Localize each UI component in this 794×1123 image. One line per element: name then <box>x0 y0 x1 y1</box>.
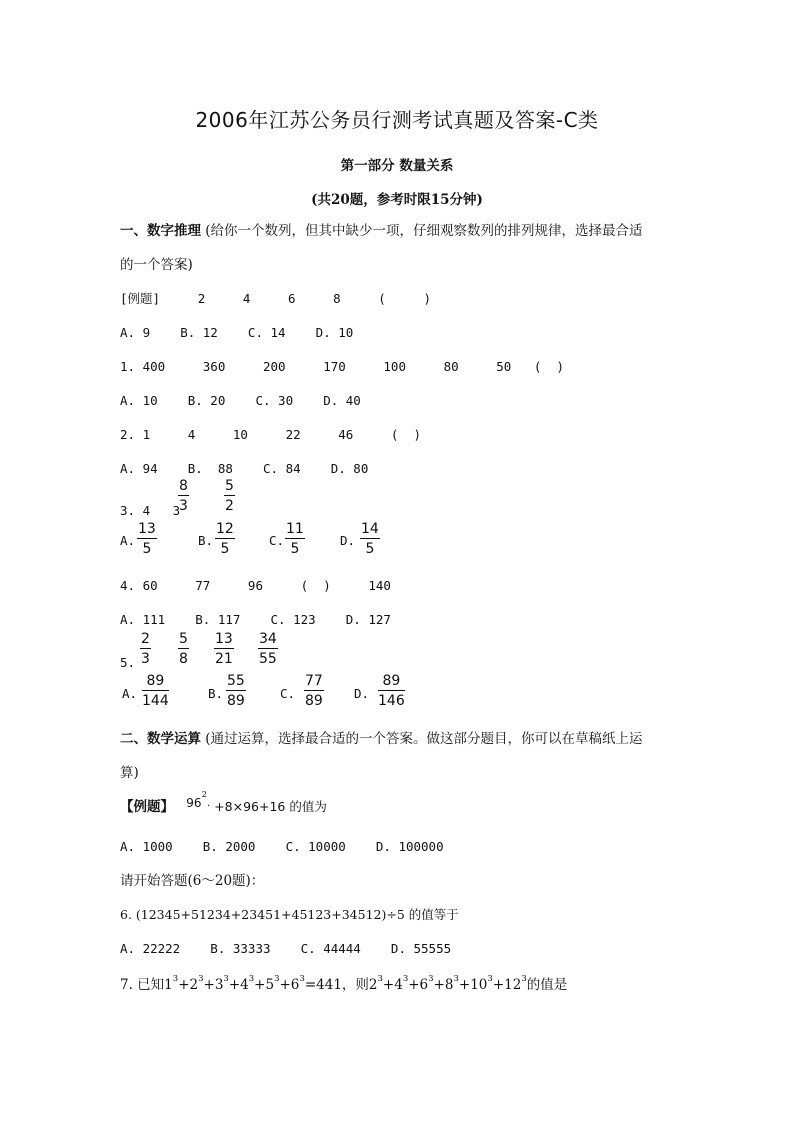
q3-ob-num: 12 <box>216 521 234 537</box>
q5-ob-den: 89 <box>227 693 245 709</box>
q7-lhs-term-3-exponent: 3 <box>248 974 255 984</box>
q7-rhs-term-1-base: +4 <box>382 977 403 993</box>
q5-option-b <box>226 673 246 709</box>
section2-description: (通过运算，选择最合适的一个答案。做这部分题目，你可以在草稿纸上运 <box>201 731 643 747</box>
q7-rhs-terms <box>377 974 527 993</box>
q5-f4-num: 34 <box>259 631 277 647</box>
q3-option-b-label: B. <box>198 533 214 548</box>
q3-f1-num: 8 <box>179 478 188 494</box>
q7-lhs-term-4-base: +5 <box>254 977 275 993</box>
q3-option-b <box>215 521 235 557</box>
q3-option-c-label: C. <box>269 533 285 548</box>
q3-option-d <box>360 521 380 557</box>
example2-base: 96 <box>186 796 202 810</box>
q5-ob-num: 55 <box>227 673 245 689</box>
q5-f4-den: 55 <box>259 651 277 667</box>
q1-text: 1. 400 360 200 170 100 80 50 ( ) <box>120 359 565 374</box>
q2-text: 2. 1 4 10 22 46 ( ) <box>120 427 422 442</box>
q2-options: A. 94 B. 88 C. 84 D. 80 <box>120 461 369 476</box>
q7-rhs-term-5-exponent: 3 <box>521 974 527 984</box>
q7-rhs-term-0-exponent: 3 <box>377 974 383 984</box>
q3-oa-num: 13 <box>138 521 156 537</box>
example2-question <box>120 790 327 818</box>
q3-oc-den: 5 <box>290 541 300 557</box>
section1-intro <box>120 222 643 240</box>
q3-lead: 3. 4 3 <box>120 503 181 518</box>
example2-dot: · <box>207 801 211 812</box>
q5-f1-num: 2 <box>141 631 150 647</box>
q7-rhs-term-5-base: +12 <box>492 977 522 993</box>
q7-text <box>120 976 567 996</box>
q3-fraction-1 <box>178 478 189 514</box>
q3-ob-den: 5 <box>220 541 230 557</box>
example2-exponent: 2 <box>201 790 207 800</box>
q5-f1-den: 3 <box>141 651 150 667</box>
q7-rhs-term-4-base: +10 <box>458 977 488 993</box>
q7-rhs-term-1-exponent: 3 <box>402 974 409 984</box>
q5-oc-den: 89 <box>305 693 323 709</box>
q3-option-c <box>285 521 305 557</box>
section2-intro <box>120 730 643 748</box>
q5-oa-den: 144 <box>142 693 169 709</box>
q5-option-b-label: B. <box>208 686 224 701</box>
q5-f2-num: 5 <box>179 631 188 647</box>
q3-f2-num: 5 <box>225 478 234 494</box>
example2-expression: +8×96+16 的值为 <box>214 799 327 814</box>
q7-lhs-term-0-exponent: 3 <box>172 974 179 984</box>
q7-lhs-term-1-base: +2 <box>178 977 199 993</box>
q5-fraction-1 <box>140 631 151 667</box>
q5-lead: 5. <box>120 655 136 670</box>
q7-lhs-term-4-exponent: 3 <box>274 974 280 984</box>
q3-f2-den: 2 <box>225 498 234 514</box>
q7-rhs-term-4-exponent: 3 <box>487 974 493 984</box>
q3-option-d-label: D. <box>340 533 356 548</box>
section2-heading: 二、数学运算 <box>120 731 201 747</box>
q5-f3-num: 13 <box>215 631 233 647</box>
section1-description-cont: 的一个答案) <box>120 257 193 273</box>
q3-option-a <box>137 521 157 557</box>
q6-options: A. 22222 B. 33333 C. 44444 D. 55555 <box>120 941 452 956</box>
example-options: A. 9 B. 12 C. 14 D. 10 <box>120 325 354 340</box>
q5-fraction-3 <box>214 631 234 667</box>
q3-fraction-2 <box>224 478 235 514</box>
q5-option-c <box>304 673 324 709</box>
start-note: 请开始答题(6～20题)： <box>120 873 265 889</box>
q5-od-den: 146 <box>378 693 405 709</box>
q3-od-den: 5 <box>365 541 375 557</box>
q5-option-d-label: D. <box>354 686 370 701</box>
q7-lhs-term-2-base: +3 <box>203 977 224 993</box>
q5-f3-den: 21 <box>215 651 233 667</box>
q6-text: 6. (12345+51234+23451+45123+34512)÷5 的值等于 <box>120 907 459 922</box>
q7-mid: =441，则2 <box>304 977 378 993</box>
q3-option-a-label: A. <box>120 533 136 548</box>
example2-label: 【例题】 <box>120 799 174 815</box>
example-sequence: 2 4 6 8 ( ) <box>160 291 431 306</box>
q5-od-num: 89 <box>382 673 401 689</box>
q5-option-d <box>378 673 405 709</box>
q7-lhs-terms <box>172 974 305 993</box>
page-title: 2006年江苏公务员行测考试真题及答案-C类 <box>195 108 599 132</box>
q5-option-a-label: A. <box>122 686 138 701</box>
q7-rhs-term-3-exponent: 3 <box>453 974 459 984</box>
q5-fraction-4 <box>258 631 278 667</box>
q7-prefix: 7. 已知1 <box>120 977 173 993</box>
q5-oc-num: 77 <box>305 673 323 689</box>
q7-rhs-term-2-base: +6 <box>408 977 429 993</box>
example-question <box>120 290 431 308</box>
q7-rhs-term-2-exponent: 3 <box>428 974 434 984</box>
part-heading: 第一部分 数量关系 <box>340 158 454 174</box>
q4-options: A. 111 B. 117 C. 123 D. 127 <box>120 612 391 627</box>
q3-od-num: 14 <box>361 521 379 537</box>
q5-option-c-label: C. <box>280 686 296 701</box>
example-label: [例题] <box>120 291 161 306</box>
section2-description-cont: 算) <box>120 765 139 781</box>
section1-description: (给你一个数列，但其中缺少一项，仔细观察数列的排列规律，选择最合适 <box>201 223 643 239</box>
q5-option-a <box>142 673 169 709</box>
q5-fraction-2 <box>178 631 189 667</box>
q3-oc-num: 11 <box>286 521 304 537</box>
q3-oa-den: 5 <box>142 541 152 557</box>
q7-lhs-term-3-base: +4 <box>228 977 249 993</box>
q4-text: 4. 60 77 96 ( ) 140 <box>120 578 391 593</box>
q7-suffix: 的值是 <box>526 977 568 993</box>
q7-lhs-term-2-exponent: 3 <box>223 974 229 984</box>
section1-heading: 一、数字推理 <box>120 223 201 239</box>
q7-lhs-term-5-exponent: 3 <box>299 974 305 984</box>
q7-rhs-term-3-base: +8 <box>433 977 454 993</box>
q7-lhs-term-1-exponent: 3 <box>198 974 204 984</box>
part-note: (共20题，参考时限15分钟) <box>311 192 483 208</box>
q3-f1-den: 3 <box>179 498 188 514</box>
example2-options: A. 1000 B. 2000 C. 10000 D. 100000 <box>120 839 444 854</box>
q5-oa-num: 89 <box>146 673 165 689</box>
q1-options: A. 10 B. 20 C. 30 D. 40 <box>120 393 361 408</box>
q7-lhs-term-5-base: +6 <box>279 977 300 993</box>
q5-f2-den: 8 <box>179 651 188 667</box>
